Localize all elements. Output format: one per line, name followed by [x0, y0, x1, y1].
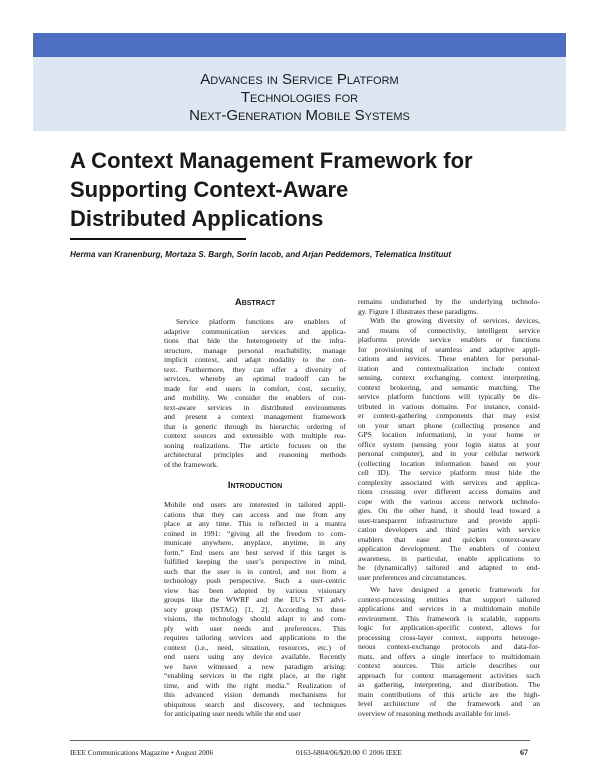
page-number: 67: [520, 748, 528, 757]
text-line: office system (sensing your login status at your: [358, 439, 540, 449]
text-line: Service platform functions are enablers of: [176, 317, 346, 326]
text-line: We have designed a generic framework for: [370, 585, 540, 594]
text-line: personal computer), and in your cellular network: [358, 449, 540, 458]
introduction-heading: Introduction: [227, 480, 283, 491]
text-line: structure, manage personal reachability, manage: [164, 345, 346, 355]
text-line: mats, and offers a single interface to multidomain: [358, 651, 540, 661]
text-line: that is generic through its hierarchic ordering of: [164, 421, 346, 431]
text-line: With the growing diversity of services, devices,: [370, 316, 540, 325]
text-line: cation developers and third parties with service: [358, 525, 540, 534]
text-line: groups like the WWRF and the EU’s IST advi-: [164, 595, 346, 604]
text-line: fulfilled keeping the user’s perspective in mind,: [164, 557, 346, 566]
text-line: applications and services in a multidomain mobile: [358, 604, 540, 613]
text-line: gies. On the other hand, it should lead toward a: [358, 506, 540, 515]
text-line: gy. Figure 1 illustrates these paradigms.: [358, 306, 479, 316]
text-line: environment. This framework is scalable, supports: [358, 613, 540, 623]
text-line: context-processing entities that support tailored: [358, 594, 540, 604]
text-line: “enabling services in the right place, at the right: [164, 671, 346, 680]
title-divider: [70, 238, 246, 240]
text-line: logic for application-specific context, allows for: [358, 623, 540, 632]
text-line: context sources. This article describes our: [358, 661, 540, 670]
text-line: and present a context management framework: [164, 412, 346, 421]
text-line: main contributions of this article are the high-: [358, 689, 540, 699]
text-line: cope with the various access network technolo-: [358, 496, 540, 506]
text-line: er context-gathering components that may exist: [358, 411, 540, 420]
series-color-band: [33, 33, 566, 57]
text-line: coined in 1991: “giving all the freedom to com-: [164, 528, 346, 538]
text-line: municate anywhere, anyplace, anytime, in any: [164, 538, 346, 547]
text-line: soning realizations. The article focuses on the: [164, 440, 346, 450]
series-title-line-1: Advances in Service Platform: [200, 71, 399, 88]
text-line: form.” End users are best served if this target is: [164, 547, 346, 557]
text-line: cell ID). The service platform must hide the: [358, 468, 540, 477]
text-line: overview of reasoning methods available for intel-: [358, 708, 511, 718]
text-line: view has been adopted by various visionary: [164, 585, 346, 595]
article-title: [70, 146, 570, 233]
text-line: text-aware services in distributed environments: [164, 402, 346, 412]
text-line: user-transparent infrastructure and provide appli-: [358, 515, 540, 525]
text-line: adaptive communication services and applica-: [164, 326, 346, 336]
text-line: user preferences and circumstances.: [358, 572, 467, 582]
footer-copyright: 0163-6804/06/$20.00 © 2006 IEEE: [296, 748, 402, 757]
text-line: remains undisturbed by the underlying technolo-: [358, 297, 540, 306]
text-line: sensing, context exchanging, context interpreting,: [358, 373, 540, 382]
series-title-line-3: Next-Generation Mobile Systems: [189, 107, 410, 124]
text-line: neous context-exchange protocols and data-for-: [358, 642, 540, 651]
text-line: we have witnessed a new paradigm arising:: [164, 661, 346, 671]
text-line: be (dynamically) tailored and adapted to end-: [358, 563, 540, 572]
text-line: this advanced vision demands mechanisms for: [164, 690, 346, 699]
text-line: ubiquitous search and discovery, and techniques: [164, 699, 346, 709]
right-paragraph-1: [358, 297, 540, 316]
text-line: architectural principles and reasoning methods: [164, 450, 346, 459]
text-line: text. Furthermore, they can offer a diversity of: [164, 364, 346, 374]
abstract-body: [164, 317, 346, 469]
text-line: GPS location information), in your home or: [358, 430, 540, 439]
text-line: and means of connectivity, intelligent service: [358, 325, 540, 335]
text-line: approach for context management activities such: [358, 670, 540, 680]
article-title-line-2: Supporting Context-Aware: [70, 177, 349, 202]
text-line: tions crossing over different access domains and: [358, 487, 540, 496]
text-line: context (i.e., need, situation, resources, etc.) of: [164, 642, 346, 652]
text-line: requires tailoring services and applications to the: [164, 633, 346, 642]
text-line: awareness, in particular, enable applications to: [358, 553, 540, 563]
text-line: context sources and extensible with multiple rea-: [164, 431, 346, 440]
text-line: for anticipating user needs while the end user: [164, 709, 301, 718]
text-line: sory group (ISTAG) [1, 2]. According to these: [164, 604, 346, 614]
section-spacer: [164, 469, 346, 480]
text-line: for provisioning of seamless and adaptive appli-: [358, 344, 540, 354]
text-line: Mobile end users are interested in tailored appli-: [164, 500, 346, 509]
series-title: [33, 71, 566, 125]
text-line: made for end users in comfort, cost, security,: [164, 383, 346, 393]
text-line: and mobility. We consider the enablers of con-: [164, 393, 346, 402]
text-line: tributed in various domains. For instance, consid-: [358, 401, 540, 411]
text-line: level architecture of the framework and an: [358, 699, 540, 708]
text-line: cations that they can access and use from any: [164, 509, 346, 519]
article-title-line-3: Distributed Applications: [70, 206, 324, 231]
text-line: visions, the technology should adapt to and com-: [164, 614, 346, 623]
footer-journal: IEEE Communications Magazine • August 2006: [70, 748, 214, 757]
text-line: end users using any device available. Recently: [164, 652, 346, 661]
introduction-body: [164, 500, 346, 719]
text-line: place at any time. This is reflected in a mantra: [164, 519, 346, 528]
text-line: enablers that ease and quicken context-aware: [358, 534, 540, 544]
series-banner: [33, 33, 566, 131]
text-line: context brokering, and semantic matching. The: [358, 382, 540, 392]
text-line: on your smart phone (collecting presence and: [358, 420, 540, 430]
text-line: of the framework.: [164, 459, 219, 469]
text-line: tions that hide the heterogeneity of the infra-: [164, 336, 346, 345]
article-title-line-1: A Context Management Framework for: [70, 148, 473, 173]
left-column: [164, 297, 346, 719]
text-line: processing cross-layer context, supports heteroge-: [358, 632, 540, 642]
text-line: (collecting location information based on your: [358, 458, 540, 468]
right-paragraph-3: [358, 585, 540, 718]
text-line: time, and with the right media.” Realization of: [164, 680, 346, 690]
text-line: technology push perspective. Such a user-centric: [164, 576, 346, 585]
right-paragraph-2: [358, 316, 540, 582]
text-line: platforms provide service enablers or functions: [358, 335, 540, 344]
text-line: as gathering, interpreting, and distribution. The: [358, 680, 540, 689]
text-line: such that the user is in control, and not from a: [164, 566, 346, 576]
abstract-heading: Abstract: [234, 297, 276, 308]
series-title-line-2: Technologies for: [240, 89, 359, 106]
text-line: service platform functions will typically be dis-: [358, 392, 540, 401]
text-line: application development. The enablers of context: [358, 544, 540, 553]
author-line: Herma van Kranenburg, Mortaza S. Bargh, Sorin Iacob, and Arjan Peddemors, Telematica Instituut: [70, 250, 452, 259]
right-column: [358, 297, 540, 718]
text-line: complexity associated with services and applica-: [358, 477, 540, 487]
text-line: ization and contextualization include context: [358, 363, 540, 373]
text-line: ply with user needs and preferences. This: [164, 623, 346, 633]
text-line: cations and services. These enablers for personal-: [358, 354, 540, 363]
footer-divider: [70, 740, 530, 741]
text-line: implicit context, and adapt modality to the con-: [164, 355, 346, 364]
text-line: services, whereby an optimal tradeoff can be: [164, 374, 346, 383]
